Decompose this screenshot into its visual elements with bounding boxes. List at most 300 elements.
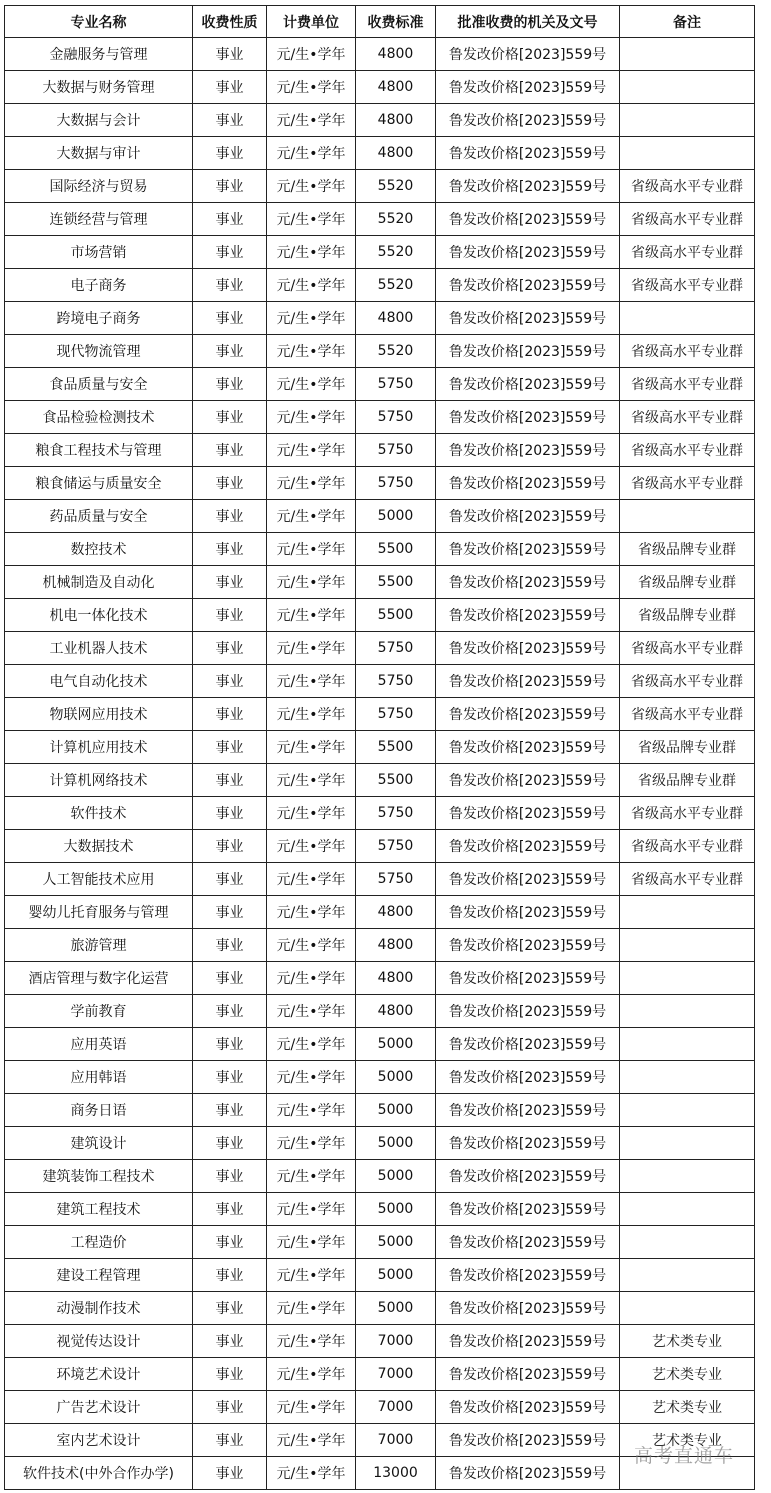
approval-document-cell: 鲁发改价格[2023]559号: [436, 962, 620, 995]
billing-unit-cell: 元/生•学年: [267, 863, 356, 896]
major-name-cell: 连锁经营与管理: [5, 203, 193, 236]
billing-unit-cell: 元/生•学年: [267, 1127, 356, 1160]
approval-document-cell: 鲁发改价格[2023]559号: [436, 599, 620, 632]
major-name-cell: 人工智能技术应用: [5, 863, 193, 896]
approval-document-cell: 鲁发改价格[2023]559号: [436, 137, 620, 170]
remarks-cell: 省级品牌专业群: [620, 599, 755, 632]
fee-standard-cell: 5750: [356, 830, 436, 863]
billing-unit-cell: 元/生•学年: [267, 1028, 356, 1061]
fee-standard-cell: 4800: [356, 962, 436, 995]
approval-document-cell: 鲁发改价格[2023]559号: [436, 203, 620, 236]
major-name-cell: 大数据与审计: [5, 137, 193, 170]
fee-nature-cell: 事业: [193, 500, 267, 533]
header-fee-standard: 收费标准: [356, 6, 436, 38]
fee-standard-cell: 5500: [356, 566, 436, 599]
billing-unit-cell: 元/生•学年: [267, 203, 356, 236]
approval-document-cell: 鲁发改价格[2023]559号: [436, 863, 620, 896]
approval-document-cell: 鲁发改价格[2023]559号: [436, 896, 620, 929]
approval-document-cell: 鲁发改价格[2023]559号: [436, 995, 620, 1028]
remarks-cell: [620, 1457, 755, 1490]
fee-standard-cell: 13000: [356, 1457, 436, 1490]
remarks-cell: [620, 1127, 755, 1160]
table-row: [5, 335, 755, 368]
billing-unit-cell: 元/生•学年: [267, 104, 356, 137]
remarks-cell: [620, 929, 755, 962]
billing-unit-cell: 元/生•学年: [267, 698, 356, 731]
fee-standard-cell: 5520: [356, 335, 436, 368]
billing-unit-cell: 元/生•学年: [267, 764, 356, 797]
table-row: [5, 269, 755, 302]
approval-document-cell: 鲁发改价格[2023]559号: [436, 764, 620, 797]
billing-unit-cell: 元/生•学年: [267, 137, 356, 170]
fee-standard-cell: 5000: [356, 1193, 436, 1226]
major-name-cell: 粮食储运与质量安全: [5, 467, 193, 500]
major-name-cell: 建筑工程技术: [5, 1193, 193, 1226]
remarks-cell: 省级品牌专业群: [620, 731, 755, 764]
remarks-cell: 省级高水平专业群: [620, 335, 755, 368]
major-name-cell: 金融服务与管理: [5, 38, 193, 71]
remarks-cell: 省级高水平专业群: [620, 830, 755, 863]
remarks-cell: 省级高水平专业群: [620, 467, 755, 500]
fee-nature-cell: 事业: [193, 962, 267, 995]
major-name-cell: 现代物流管理: [5, 335, 193, 368]
table-row: [5, 203, 755, 236]
major-name-cell: 应用韩语: [5, 1061, 193, 1094]
remarks-cell: [620, 1193, 755, 1226]
major-name-cell: 酒店管理与数字化运营: [5, 962, 193, 995]
approval-document-cell: 鲁发改价格[2023]559号: [436, 1358, 620, 1391]
table-row: [5, 1160, 755, 1193]
fee-standard-cell: 7000: [356, 1358, 436, 1391]
approval-document-cell: 鲁发改价格[2023]559号: [436, 500, 620, 533]
billing-unit-cell: 元/生•学年: [267, 1292, 356, 1325]
billing-unit-cell: 元/生•学年: [267, 170, 356, 203]
major-name-cell: 学前教育: [5, 995, 193, 1028]
fee-nature-cell: 事业: [193, 302, 267, 335]
table-row: [5, 1094, 755, 1127]
table-row: [5, 1358, 755, 1391]
major-name-cell: 机电一体化技术: [5, 599, 193, 632]
fee-standard-cell: 5520: [356, 269, 436, 302]
table-body: [5, 38, 755, 1490]
remarks-cell: 省级高水平专业群: [620, 368, 755, 401]
approval-document-cell: 鲁发改价格[2023]559号: [436, 533, 620, 566]
approval-document-cell: 鲁发改价格[2023]559号: [436, 1457, 620, 1490]
approval-document-cell: 鲁发改价格[2023]559号: [436, 1127, 620, 1160]
major-name-cell: 建筑装饰工程技术: [5, 1160, 193, 1193]
major-name-cell: 动漫制作技术: [5, 1292, 193, 1325]
fee-standard-cell: 5750: [356, 632, 436, 665]
table-row: [5, 137, 755, 170]
remarks-cell: 省级高水平专业群: [620, 698, 755, 731]
major-name-cell: 商务日语: [5, 1094, 193, 1127]
billing-unit-cell: 元/生•学年: [267, 434, 356, 467]
remarks-cell: [620, 1160, 755, 1193]
approval-document-cell: 鲁发改价格[2023]559号: [436, 335, 620, 368]
remarks-cell: 省级高水平专业群: [620, 203, 755, 236]
fee-standard-cell: 5750: [356, 698, 436, 731]
approval-document-cell: 鲁发改价格[2023]559号: [436, 797, 620, 830]
fee-standard-cell: 5750: [356, 401, 436, 434]
fee-nature-cell: 事业: [193, 566, 267, 599]
major-name-cell: 物联网应用技术: [5, 698, 193, 731]
approval-document-cell: 鲁发改价格[2023]559号: [436, 170, 620, 203]
fee-nature-cell: 事业: [193, 137, 267, 170]
billing-unit-cell: 元/生•学年: [267, 929, 356, 962]
table-row: [5, 962, 755, 995]
billing-unit-cell: 元/生•学年: [267, 500, 356, 533]
fee-nature-cell: 事业: [193, 1127, 267, 1160]
major-name-cell: 电气自动化技术: [5, 665, 193, 698]
fee-nature-cell: 事业: [193, 1424, 267, 1457]
approval-document-cell: 鲁发改价格[2023]559号: [436, 269, 620, 302]
remarks-cell: 艺术类专业: [620, 1358, 755, 1391]
approval-document-cell: 鲁发改价格[2023]559号: [436, 368, 620, 401]
approval-document-cell: 鲁发改价格[2023]559号: [436, 566, 620, 599]
fee-nature-cell: 事业: [193, 236, 267, 269]
table-row: [5, 929, 755, 962]
fee-standard-cell: 4800: [356, 38, 436, 71]
approval-document-cell: 鲁发改价格[2023]559号: [436, 632, 620, 665]
billing-unit-cell: 元/生•学年: [267, 1193, 356, 1226]
table-row: [5, 1226, 755, 1259]
table-row: [5, 1292, 755, 1325]
billing-unit-cell: 元/生•学年: [267, 995, 356, 1028]
fee-nature-cell: 事业: [193, 1160, 267, 1193]
fee-nature-cell: 事业: [193, 830, 267, 863]
major-name-cell: 环境艺术设计: [5, 1358, 193, 1391]
fee-standard-cell: 7000: [356, 1424, 436, 1457]
billing-unit-cell: 元/生•学年: [267, 1226, 356, 1259]
fee-standard-cell: 5520: [356, 203, 436, 236]
table-row: [5, 632, 755, 665]
table-row: [5, 731, 755, 764]
approval-document-cell: 鲁发改价格[2023]559号: [436, 665, 620, 698]
major-name-cell: 电子商务: [5, 269, 193, 302]
billing-unit-cell: 元/生•学年: [267, 38, 356, 71]
major-name-cell: 婴幼儿托育服务与管理: [5, 896, 193, 929]
table-row: [5, 698, 755, 731]
approval-document-cell: 鲁发改价格[2023]559号: [436, 104, 620, 137]
fee-nature-cell: 事业: [193, 764, 267, 797]
remarks-cell: 省级高水平专业群: [620, 863, 755, 896]
billing-unit-cell: 元/生•学年: [267, 1160, 356, 1193]
table-row: [5, 104, 755, 137]
table-row: [5, 1193, 755, 1226]
approval-document-cell: 鲁发改价格[2023]559号: [436, 830, 620, 863]
remarks-cell: 省级高水平专业群: [620, 632, 755, 665]
fee-nature-cell: 事业: [193, 1325, 267, 1358]
billing-unit-cell: 元/生•学年: [267, 731, 356, 764]
table-row: [5, 665, 755, 698]
fee-standard-cell: 5000: [356, 1094, 436, 1127]
fee-nature-cell: 事业: [193, 71, 267, 104]
billing-unit-cell: 元/生•学年: [267, 830, 356, 863]
remarks-cell: [620, 962, 755, 995]
table-row: [5, 1457, 755, 1490]
fee-nature-cell: 事业: [193, 1193, 267, 1226]
fee-nature-cell: 事业: [193, 1028, 267, 1061]
major-name-cell: 市场营销: [5, 236, 193, 269]
remarks-cell: [620, 38, 755, 71]
billing-unit-cell: 元/生•学年: [267, 401, 356, 434]
approval-document-cell: 鲁发改价格[2023]559号: [436, 929, 620, 962]
billing-unit-cell: 元/生•学年: [267, 962, 356, 995]
billing-unit-cell: 元/生•学年: [267, 368, 356, 401]
billing-unit-cell: 元/生•学年: [267, 566, 356, 599]
fee-nature-cell: 事业: [193, 1292, 267, 1325]
fee-nature-cell: 事业: [193, 665, 267, 698]
major-name-cell: 计算机网络技术: [5, 764, 193, 797]
fee-nature-cell: 事业: [193, 863, 267, 896]
major-name-cell: 旅游管理: [5, 929, 193, 962]
table-row: [5, 599, 755, 632]
fee-standard-cell: 5000: [356, 1160, 436, 1193]
table-row: [5, 764, 755, 797]
approval-document-cell: 鲁发改价格[2023]559号: [436, 698, 620, 731]
remarks-cell: 艺术类专业: [620, 1325, 755, 1358]
table-row: [5, 1424, 755, 1457]
remarks-cell: 省级高水平专业群: [620, 269, 755, 302]
table-row: [5, 995, 755, 1028]
fee-nature-cell: 事业: [193, 401, 267, 434]
billing-unit-cell: 元/生•学年: [267, 1424, 356, 1457]
table-row: [5, 830, 755, 863]
table-row: [5, 566, 755, 599]
approval-document-cell: 鲁发改价格[2023]559号: [436, 38, 620, 71]
fee-nature-cell: 事业: [193, 170, 267, 203]
major-name-cell: 粮食工程技术与管理: [5, 434, 193, 467]
major-name-cell: 大数据技术: [5, 830, 193, 863]
remarks-cell: [620, 1292, 755, 1325]
fee-standard-cell: 5000: [356, 1061, 436, 1094]
fee-standard-cell: 4800: [356, 302, 436, 335]
header-approval-document: 批准收费的机关及文号: [436, 6, 620, 38]
fee-standard-cell: 7000: [356, 1325, 436, 1358]
table-row: [5, 863, 755, 896]
remarks-cell: 省级高水平专业群: [620, 434, 755, 467]
fee-nature-cell: 事业: [193, 995, 267, 1028]
fee-nature-cell: 事业: [193, 533, 267, 566]
major-name-cell: 工程造价: [5, 1226, 193, 1259]
remarks-cell: [620, 1226, 755, 1259]
remarks-cell: 省级高水平专业群: [620, 665, 755, 698]
remarks-cell: [620, 1061, 755, 1094]
fee-nature-cell: 事业: [193, 1391, 267, 1424]
billing-unit-cell: 元/生•学年: [267, 1457, 356, 1490]
table-row: [5, 1391, 755, 1424]
remarks-cell: [620, 1094, 755, 1127]
remarks-cell: [620, 1259, 755, 1292]
fee-standard-cell: 5750: [356, 368, 436, 401]
remarks-cell: [620, 302, 755, 335]
major-name-cell: 软件技术: [5, 797, 193, 830]
major-name-cell: 室内艺术设计: [5, 1424, 193, 1457]
fee-standard-cell: 5000: [356, 1028, 436, 1061]
table-row: [5, 1325, 755, 1358]
remarks-cell: [620, 995, 755, 1028]
watermark-text: 高考直通车: [634, 1445, 735, 1467]
header-remarks: 备注: [620, 6, 755, 38]
major-name-cell: 工业机器人技术: [5, 632, 193, 665]
table-row: [5, 500, 755, 533]
table-row: [5, 71, 755, 104]
table-row: [5, 896, 755, 929]
remarks-cell: 省级品牌专业群: [620, 764, 755, 797]
table-row: [5, 533, 755, 566]
table-row: [5, 1259, 755, 1292]
billing-unit-cell: 元/生•学年: [267, 236, 356, 269]
remarks-cell: [620, 71, 755, 104]
fee-nature-cell: 事业: [193, 731, 267, 764]
billing-unit-cell: 元/生•学年: [267, 665, 356, 698]
approval-document-cell: 鲁发改价格[2023]559号: [436, 467, 620, 500]
billing-unit-cell: 元/生•学年: [267, 896, 356, 929]
major-name-cell: 国际经济与贸易: [5, 170, 193, 203]
fee-standard-cell: 5500: [356, 731, 436, 764]
major-name-cell: 软件技术(中外合作办学): [5, 1457, 193, 1490]
fee-nature-cell: 事业: [193, 1061, 267, 1094]
fee-standard-cell: 5000: [356, 500, 436, 533]
billing-unit-cell: 元/生•学年: [267, 71, 356, 104]
table-row: [5, 170, 755, 203]
fee-nature-cell: 事业: [193, 104, 267, 137]
fee-standard-cell: 5000: [356, 1127, 436, 1160]
major-name-cell: 视觉传达设计: [5, 1325, 193, 1358]
major-name-cell: 数控技术: [5, 533, 193, 566]
fee-standard-cell: 5500: [356, 533, 436, 566]
billing-unit-cell: 元/生•学年: [267, 467, 356, 500]
fee-standard-cell: 5750: [356, 863, 436, 896]
approval-document-cell: 鲁发改价格[2023]559号: [436, 1259, 620, 1292]
fee-standard-cell: 5520: [356, 170, 436, 203]
fee-standard-cell: 5500: [356, 764, 436, 797]
major-name-cell: 大数据与财务管理: [5, 71, 193, 104]
remarks-cell: 省级高水平专业群: [620, 170, 755, 203]
fee-standard-cell: 5000: [356, 1292, 436, 1325]
approval-document-cell: 鲁发改价格[2023]559号: [436, 1193, 620, 1226]
approval-document-cell: 鲁发改价格[2023]559号: [436, 1094, 620, 1127]
table-row: [5, 1127, 755, 1160]
fee-standard-cell: 4800: [356, 896, 436, 929]
table-row: [5, 467, 755, 500]
major-name-cell: 应用英语: [5, 1028, 193, 1061]
remarks-cell: [620, 896, 755, 929]
major-name-cell: 机械制造及自动化: [5, 566, 193, 599]
billing-unit-cell: 元/生•学年: [267, 632, 356, 665]
fee-nature-cell: 事业: [193, 1457, 267, 1490]
header-billing-unit: 计费单位: [267, 6, 356, 38]
header-major-name: 专业名称: [5, 6, 193, 38]
approval-document-cell: 鲁发改价格[2023]559号: [436, 1028, 620, 1061]
fee-standard-cell: 5750: [356, 797, 436, 830]
table-row: [5, 302, 755, 335]
table-row: [5, 1061, 755, 1094]
approval-document-cell: 鲁发改价格[2023]559号: [436, 1391, 620, 1424]
approval-document-cell: 鲁发改价格[2023]559号: [436, 302, 620, 335]
fee-nature-cell: 事业: [193, 1094, 267, 1127]
billing-unit-cell: 元/生•学年: [267, 335, 356, 368]
approval-document-cell: 鲁发改价格[2023]559号: [436, 401, 620, 434]
fee-nature-cell: 事业: [193, 929, 267, 962]
major-name-cell: 建筑设计: [5, 1127, 193, 1160]
fee-nature-cell: 事业: [193, 1259, 267, 1292]
fee-nature-cell: 事业: [193, 335, 267, 368]
billing-unit-cell: 元/生•学年: [267, 599, 356, 632]
fee-standard-cell: 4800: [356, 104, 436, 137]
table-row: [5, 1028, 755, 1061]
fee-nature-cell: 事业: [193, 1358, 267, 1391]
remarks-cell: 省级高水平专业群: [620, 236, 755, 269]
fee-standard-table: [4, 5, 755, 1490]
billing-unit-cell: 元/生•学年: [267, 1259, 356, 1292]
table-header-row: [5, 6, 755, 38]
major-name-cell: 广告艺术设计: [5, 1391, 193, 1424]
fee-nature-cell: 事业: [193, 632, 267, 665]
billing-unit-cell: 元/生•学年: [267, 269, 356, 302]
table-row: [5, 434, 755, 467]
major-name-cell: 食品质量与安全: [5, 368, 193, 401]
approval-document-cell: 鲁发改价格[2023]559号: [436, 1160, 620, 1193]
fee-nature-cell: 事业: [193, 599, 267, 632]
fee-standard-cell: 5750: [356, 665, 436, 698]
remarks-cell: 艺术类专业: [620, 1391, 755, 1424]
approval-document-cell: 鲁发改价格[2023]559号: [436, 1325, 620, 1358]
fee-nature-cell: 事业: [193, 269, 267, 302]
fee-nature-cell: 事业: [193, 368, 267, 401]
fee-standard-cell: 5520: [356, 236, 436, 269]
billing-unit-cell: 元/生•学年: [267, 1061, 356, 1094]
remarks-cell: [620, 104, 755, 137]
table-row: [5, 401, 755, 434]
fee-standard-cell: 4800: [356, 929, 436, 962]
table-row: [5, 236, 755, 269]
fee-standard-cell: 4800: [356, 995, 436, 1028]
fee-standard-cell: 5750: [356, 434, 436, 467]
major-name-cell: 建设工程管理: [5, 1259, 193, 1292]
fee-nature-cell: 事业: [193, 467, 267, 500]
remarks-cell: 省级品牌专业群: [620, 566, 755, 599]
billing-unit-cell: 元/生•学年: [267, 302, 356, 335]
approval-document-cell: 鲁发改价格[2023]559号: [436, 1424, 620, 1457]
fee-standard-cell: 4800: [356, 137, 436, 170]
fee-nature-cell: 事业: [193, 797, 267, 830]
fee-nature-cell: 事业: [193, 434, 267, 467]
billing-unit-cell: 元/生•学年: [267, 1391, 356, 1424]
approval-document-cell: 鲁发改价格[2023]559号: [436, 1292, 620, 1325]
fee-nature-cell: 事业: [193, 38, 267, 71]
fee-nature-cell: 事业: [193, 203, 267, 236]
billing-unit-cell: 元/生•学年: [267, 1358, 356, 1391]
remarks-cell: [620, 137, 755, 170]
remarks-cell: 省级高水平专业群: [620, 797, 755, 830]
fee-standard-cell: 4800: [356, 71, 436, 104]
billing-unit-cell: 元/生•学年: [267, 797, 356, 830]
fee-standard-cell: 5750: [356, 467, 436, 500]
fee-standard-cell: 5500: [356, 599, 436, 632]
fee-standard-cell: 7000: [356, 1391, 436, 1424]
major-name-cell: 食品检验检测技术: [5, 401, 193, 434]
major-name-cell: 计算机应用技术: [5, 731, 193, 764]
fee-nature-cell: 事业: [193, 896, 267, 929]
remarks-cell: [620, 500, 755, 533]
approval-document-cell: 鲁发改价格[2023]559号: [436, 1061, 620, 1094]
table-row: [5, 368, 755, 401]
fee-nature-cell: 事业: [193, 1226, 267, 1259]
approval-document-cell: 鲁发改价格[2023]559号: [436, 71, 620, 104]
billing-unit-cell: 元/生•学年: [267, 1094, 356, 1127]
approval-document-cell: 鲁发改价格[2023]559号: [436, 236, 620, 269]
